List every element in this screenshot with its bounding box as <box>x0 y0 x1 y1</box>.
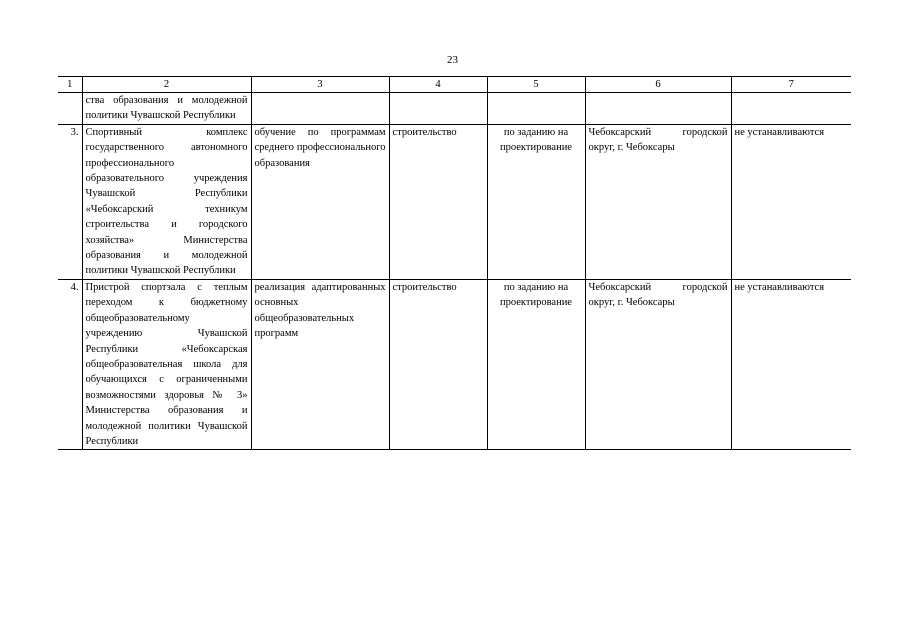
object-name-cell: ства образования и молодежной политики Чувашской Республики <box>82 93 251 125</box>
column-header-3: 3 <box>251 77 389 93</box>
column-header-5: 5 <box>487 77 585 93</box>
work-type-cell <box>389 93 487 125</box>
design-cell: по заданию на проектирование <box>487 279 585 449</box>
restrictions-cell <box>731 93 851 125</box>
design-cell: по заданию на проектирование <box>487 124 585 279</box>
purpose-cell <box>251 93 389 125</box>
design-cell <box>487 93 585 125</box>
column-header-6: 6 <box>585 77 731 93</box>
object-name-cell: Спортивный комплекс государственного автономного профессионального образовательного учреждения Чувашской Республики «Чебоксарский техникум строительства и городского хозяйства» Министерства образования и молодежной политики Чувашской Республики <box>82 124 251 279</box>
table-row <box>58 124 851 279</box>
location-cell: Чебоксарский городской округ, г. Чебоксары <box>585 279 731 449</box>
work-type-cell: строительство <box>389 279 487 449</box>
location-cell <box>585 93 731 125</box>
table-row <box>58 93 851 125</box>
table-row <box>58 279 851 449</box>
column-header-1: 1 <box>58 77 82 93</box>
purpose-cell: обучение по программам среднего профессионального образования <box>251 124 389 279</box>
column-header-7: 7 <box>731 77 851 93</box>
header-row <box>58 77 851 93</box>
object-name-cell: Пристрой спортзала с теплым переходом к бюджетному общеобразовательному учреждению Чувашской Республики «Чебоксарская общеобразовательная школа для обучающихся с ограниченными возможностями здоровья № 3» Министерства образования и молодежной политики Чувашской Республики <box>82 279 251 449</box>
row-number: 4. <box>58 279 82 449</box>
restrictions-cell: не устанавливаются <box>731 279 851 449</box>
column-header-2: 2 <box>82 77 251 93</box>
location-cell: Чебоксарский городской округ, г. Чебоксары <box>585 124 731 279</box>
row-number: 3. <box>58 124 82 279</box>
page-number: 23 <box>447 54 458 66</box>
column-header-4: 4 <box>389 77 487 93</box>
purpose-cell: реализация адаптированных основных общеобразовательных программ <box>251 279 389 449</box>
objects-table <box>58 76 851 450</box>
restrictions-cell: не устанавливаются <box>731 124 851 279</box>
row-number <box>58 93 82 125</box>
work-type-cell: строительство <box>389 124 487 279</box>
